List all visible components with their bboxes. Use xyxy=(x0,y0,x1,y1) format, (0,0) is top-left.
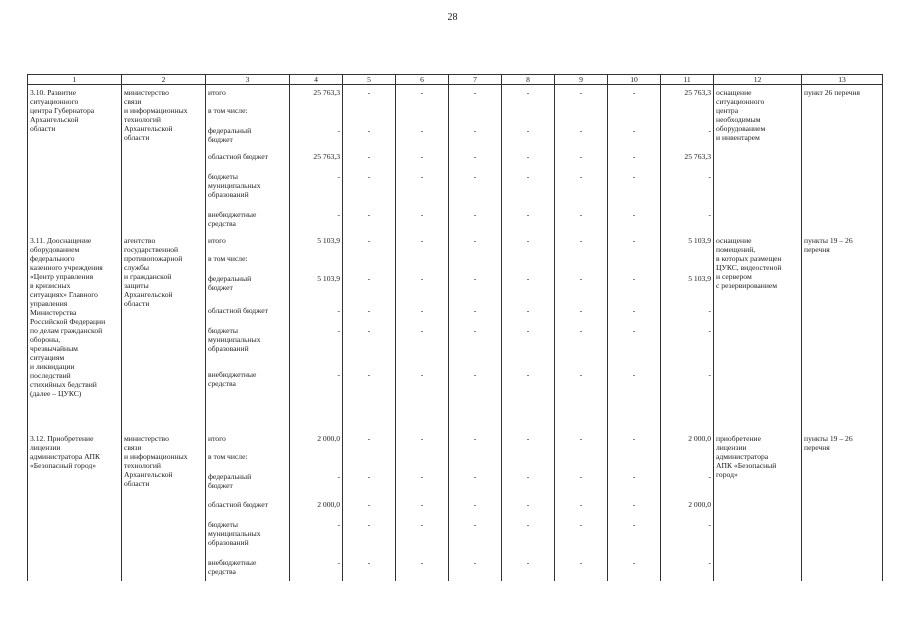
event-title: 3.10. Развитие ситуационного центра Губернатора Архангельской области xyxy=(28,85,122,233)
amount-total: - xyxy=(290,125,343,151)
amount-year-10: - xyxy=(608,519,661,557)
amount-final: - xyxy=(661,125,714,151)
column-header: 10 xyxy=(608,75,661,85)
amount-year-6 xyxy=(396,253,449,273)
amount-year-10 xyxy=(608,253,661,273)
amount-final: - xyxy=(661,369,714,431)
amount-year-8: - xyxy=(502,499,555,519)
amount-year-8: - xyxy=(502,85,555,105)
amount-year-7: - xyxy=(449,151,502,171)
amount-year-6: - xyxy=(396,499,449,519)
amount-year-6: - xyxy=(396,369,449,431)
amount-year-10: - xyxy=(608,209,661,233)
amount-final: - xyxy=(661,325,714,369)
amount-year-8: - xyxy=(502,209,555,233)
amount-year-9: - xyxy=(555,325,608,369)
amount-total: 5 103,9 xyxy=(290,273,343,305)
amount-year-8: - xyxy=(502,171,555,209)
amount-year-6 xyxy=(396,105,449,125)
amount-year-9: - xyxy=(555,431,608,451)
amount-year-5: - xyxy=(343,431,396,451)
amount-total: 25 763,3 xyxy=(290,151,343,171)
amount-year-5: - xyxy=(343,369,396,431)
funding-source: бюджеты муниципальных образований xyxy=(206,325,290,369)
amount-year-7: - xyxy=(449,171,502,209)
column-header: 4 xyxy=(290,75,343,85)
expected-result: оснащение помещений, в которых размещен ЦУКС, видеостеной и сервером с резервированием xyxy=(714,233,802,431)
amount-year-10: - xyxy=(608,431,661,451)
column-header: 7 xyxy=(449,75,502,85)
amount-year-5: - xyxy=(343,273,396,305)
amount-year-10: - xyxy=(608,471,661,499)
amount-year-6: - xyxy=(396,273,449,305)
amount-total: - xyxy=(290,325,343,369)
funding-source: внебюджетные средства xyxy=(206,209,290,233)
event-title: 3.12. Приобретение лицензии администратора АПК «Безопасный город» xyxy=(28,431,122,581)
amount-year-9 xyxy=(555,451,608,471)
amount-year-6: - xyxy=(396,209,449,233)
funding-source: в том числе: xyxy=(206,253,290,273)
amount-year-8: - xyxy=(502,519,555,557)
amount-final xyxy=(661,253,714,273)
amount-year-10: - xyxy=(608,233,661,253)
amount-year-9: - xyxy=(555,233,608,253)
amount-year-9: - xyxy=(555,471,608,499)
amount-year-10: - xyxy=(608,273,661,305)
amount-year-5 xyxy=(343,451,396,471)
amount-year-6: - xyxy=(396,471,449,499)
funding-source: областной бюджет xyxy=(206,499,290,519)
amount-year-7: - xyxy=(449,557,502,581)
amount-final: - xyxy=(661,209,714,233)
amount-year-5: - xyxy=(343,233,396,253)
amount-total xyxy=(290,105,343,125)
funding-source: итого xyxy=(206,233,290,253)
amount-year-9: - xyxy=(555,273,608,305)
amount-year-8 xyxy=(502,451,555,471)
program-table xyxy=(27,74,883,581)
amount-year-7: - xyxy=(449,305,502,325)
amount-year-8: - xyxy=(502,125,555,151)
funding-source: внебюджетные средства xyxy=(206,369,290,431)
amount-year-5: - xyxy=(343,85,396,105)
amount-year-10: - xyxy=(608,151,661,171)
amount-year-8: - xyxy=(502,151,555,171)
responsible-executor: министерство связи и информационных технологий Архангельской области xyxy=(122,85,206,233)
funding-source: федеральный бюджет xyxy=(206,471,290,499)
column-header: 6 xyxy=(396,75,449,85)
amount-total: - xyxy=(290,557,343,581)
amount-year-6: - xyxy=(396,325,449,369)
funding-source: федеральный бюджет xyxy=(206,273,290,305)
column-header: 3 xyxy=(206,75,290,85)
expected-result: приобретение лицензии администратора АПК «Безопасный город» xyxy=(714,431,802,581)
funding-source: бюджеты муниципальных образований xyxy=(206,171,290,209)
amount-total: 2 000,0 xyxy=(290,431,343,451)
amount-year-6: - xyxy=(396,557,449,581)
reference-list: пункт 26 перечня xyxy=(802,85,883,233)
amount-year-6: - xyxy=(396,233,449,253)
amount-year-7: - xyxy=(449,369,502,431)
amount-final: 2 000,0 xyxy=(661,499,714,519)
amount-year-7: - xyxy=(449,85,502,105)
amount-year-8 xyxy=(502,253,555,273)
amount-year-9: - xyxy=(555,305,608,325)
funding-source: внебюджетные средства xyxy=(206,557,290,581)
amount-year-5 xyxy=(343,253,396,273)
amount-year-6: - xyxy=(396,125,449,151)
amount-total xyxy=(290,451,343,471)
column-header: 8 xyxy=(502,75,555,85)
amount-year-7 xyxy=(449,105,502,125)
amount-final xyxy=(661,105,714,125)
amount-year-8: - xyxy=(502,325,555,369)
amount-year-10: - xyxy=(608,369,661,431)
funding-source: федеральный бюджет xyxy=(206,125,290,151)
amount-year-5: - xyxy=(343,519,396,557)
amount-final: 25 763,3 xyxy=(661,85,714,105)
amount-year-6: - xyxy=(396,151,449,171)
reference-list: пункты 19 – 26 перечня xyxy=(802,233,883,431)
amount-year-5: - xyxy=(343,557,396,581)
amount-year-6: - xyxy=(396,519,449,557)
amount-year-8: - xyxy=(502,273,555,305)
amount-total: - xyxy=(290,369,343,431)
column-header: 13 xyxy=(802,75,883,85)
responsible-executor: агентство государственной противопожарной службы и гражданской защиты Архангельской области xyxy=(122,233,206,431)
amount-year-10 xyxy=(608,451,661,471)
amount-total xyxy=(290,253,343,273)
column-header: 11 xyxy=(661,75,714,85)
amount-year-10: - xyxy=(608,125,661,151)
amount-total: 25 763,3 xyxy=(290,85,343,105)
amount-final xyxy=(661,451,714,471)
amount-year-9: - xyxy=(555,151,608,171)
amount-year-6: - xyxy=(396,85,449,105)
amount-year-5: - xyxy=(343,325,396,369)
amount-total: 2 000,0 xyxy=(290,499,343,519)
column-number-row xyxy=(28,75,883,85)
amount-year-9: - xyxy=(555,369,608,431)
amount-year-6: - xyxy=(396,305,449,325)
amount-final: 25 763,3 xyxy=(661,151,714,171)
amount-year-9: - xyxy=(555,519,608,557)
amount-year-10: - xyxy=(608,305,661,325)
column-header: 9 xyxy=(555,75,608,85)
amount-year-9: - xyxy=(555,557,608,581)
event-title: 3.11. Дооснащение оборудованием федерального казенного учреждения «Центр управления в кризисных ситуациях» Главного управления Министерства Российской Федерации по делам гражданской обороны, чрезвычайным ситуациям и ликвидации последствий стихийных бедствий (далее – ЦУКС) xyxy=(28,233,122,431)
column-header: 2 xyxy=(122,75,206,85)
amount-year-7: - xyxy=(449,499,502,519)
responsible-executor: министерство связи и информационных технологий Архангельской области xyxy=(122,431,206,581)
amount-year-7: - xyxy=(449,471,502,499)
amount-total: - xyxy=(290,305,343,325)
amount-year-9 xyxy=(555,105,608,125)
amount-final: 5 103,9 xyxy=(661,273,714,305)
amount-year-8: - xyxy=(502,471,555,499)
amount-year-7: - xyxy=(449,519,502,557)
amount-year-10: - xyxy=(608,499,661,519)
amount-final: 2 000,0 xyxy=(661,431,714,451)
amount-year-7 xyxy=(449,253,502,273)
funding-source: областной бюджет xyxy=(206,305,290,325)
amount-year-9: - xyxy=(555,85,608,105)
amount-year-5: - xyxy=(343,471,396,499)
funding-source: бюджеты муниципальных образований xyxy=(206,519,290,557)
funding-source: в том числе: xyxy=(206,451,290,471)
amount-year-7: - xyxy=(449,431,502,451)
amount-year-5: - xyxy=(343,209,396,233)
amount-year-9: - xyxy=(555,125,608,151)
table-row xyxy=(28,431,883,451)
amount-year-7: - xyxy=(449,325,502,369)
amount-final: - xyxy=(661,305,714,325)
amount-final: - xyxy=(661,171,714,209)
amount-year-8: - xyxy=(502,431,555,451)
funding-source: в том числе: xyxy=(206,105,290,125)
amount-year-5: - xyxy=(343,125,396,151)
amount-year-9: - xyxy=(555,171,608,209)
amount-year-8: - xyxy=(502,369,555,431)
amount-year-10 xyxy=(608,105,661,125)
amount-year-6: - xyxy=(396,431,449,451)
amount-final: - xyxy=(661,557,714,581)
table-row xyxy=(28,85,883,105)
amount-year-7: - xyxy=(449,209,502,233)
amount-year-10: - xyxy=(608,325,661,369)
amount-year-5: - xyxy=(343,499,396,519)
amount-year-7: - xyxy=(449,125,502,151)
column-header: 1 xyxy=(28,75,122,85)
amount-total: - xyxy=(290,519,343,557)
amount-total: 5 103,9 xyxy=(290,233,343,253)
amount-year-8 xyxy=(502,105,555,125)
amount-year-8: - xyxy=(502,233,555,253)
amount-year-6: - xyxy=(396,171,449,209)
funding-source: итого xyxy=(206,431,290,451)
amount-year-9 xyxy=(555,253,608,273)
amount-year-7 xyxy=(449,451,502,471)
amount-year-5: - xyxy=(343,151,396,171)
amount-year-5 xyxy=(343,105,396,125)
column-header: 5 xyxy=(343,75,396,85)
table-row xyxy=(28,233,883,253)
amount-year-7: - xyxy=(449,273,502,305)
amount-year-9: - xyxy=(555,499,608,519)
expected-result: оснащение ситуационного центра необходимым оборудованием и инвентарем xyxy=(714,85,802,233)
amount-year-10: - xyxy=(608,85,661,105)
amount-final: 5 103,9 xyxy=(661,233,714,253)
amount-year-9: - xyxy=(555,209,608,233)
reference-list: пункты 19 – 26 перечня xyxy=(802,431,883,581)
column-header: 12 xyxy=(714,75,802,85)
amount-year-8: - xyxy=(502,557,555,581)
table-body xyxy=(28,85,883,581)
amount-total: - xyxy=(290,471,343,499)
amount-year-5: - xyxy=(343,171,396,209)
amount-year-6 xyxy=(396,451,449,471)
amount-total: - xyxy=(290,209,343,233)
amount-final: - xyxy=(661,519,714,557)
amount-year-5: - xyxy=(343,305,396,325)
amount-year-7: - xyxy=(449,233,502,253)
amount-final: - xyxy=(661,471,714,499)
amount-year-10: - xyxy=(608,557,661,581)
amount-year-8: - xyxy=(502,305,555,325)
funding-source: областной бюджет xyxy=(206,151,290,171)
amount-year-10: - xyxy=(608,171,661,209)
page-number: 28 xyxy=(447,12,458,23)
amount-total: - xyxy=(290,171,343,209)
funding-source: итого xyxy=(206,85,290,105)
